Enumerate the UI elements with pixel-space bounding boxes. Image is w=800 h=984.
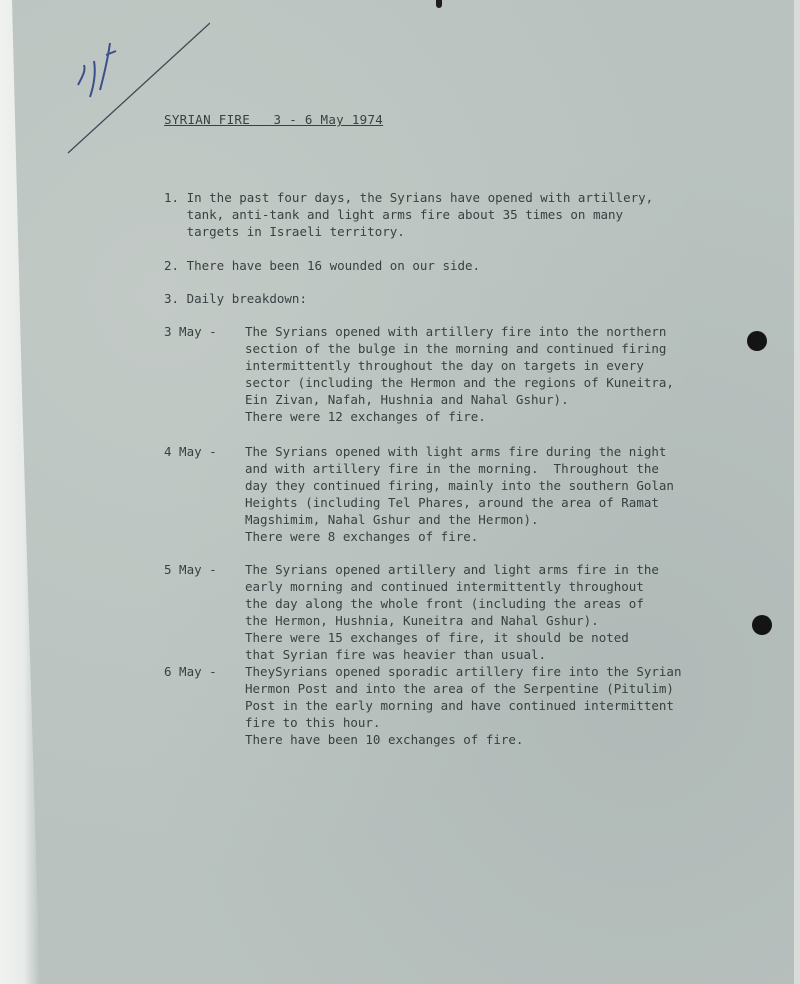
paragraph-2: 2. There have been 16 wounded on our side. [164,258,481,273]
day-text: The Syrians opened artillery and light arms fire in the early morning and continued intermittently throughout the day along the whole front (including the areas of the Hermon, Hushnia, Kuneitra and Nahal Gshur). There were 15 exchanges of fire, it should be noted that Syrian fire was heavier than usual. [245,562,659,662]
day-label: 4 May - [164,444,217,459]
day-text: TheySyrians opened sporadic artillery fire into the Syrian Hermon Post and into the area of the Serpentine (Pitulim) Post in the early morning and have continued intermittent fire to this hour. There have been 10 exchanges of fire. [245,664,682,747]
punch-hole-icon [747,331,767,351]
day-text: The Syrians opened with artillery fire into the northern section of the bulge in the morning and continued firing intermittently throughout the day on targets in every sector (including the Hermon and the regions of Kuneitra, Ein Zivan, Nafah, Hushnia and Nahal Gshur). There were 12 exchanges of fire. [245,324,674,424]
scan-right-edge [794,0,800,984]
day-label: 6 May - [164,664,217,679]
ink-mark [436,0,442,8]
document-title: SYRIAN FIRE 3 - 6 May 1974 [164,112,384,127]
scan-left-edge [0,0,40,984]
day-label: 5 May - [164,562,217,577]
day-label: 3 May - [164,324,217,339]
paragraph-1: 1. In the past four days, the Syrians have opened with artillery, tank, anti-tank and light arms fire about 35 times on many targets in Israeli territory. [164,190,654,239]
day-text: The Syrians opened with light arms fire during the night and with artillery fire in the morning. Throughout the day they continued firing, mainly into the southern Golan Heights (including Tel Phares, around the area of Ramat Magshimim, Nahal Gshur and the Hermon). There were 8 exchanges of fire. [245,444,674,544]
paragraph-3: 3. Daily breakdown: [164,291,307,306]
handwritten-initials-icon [60,15,210,165]
punch-hole-icon [752,615,772,635]
